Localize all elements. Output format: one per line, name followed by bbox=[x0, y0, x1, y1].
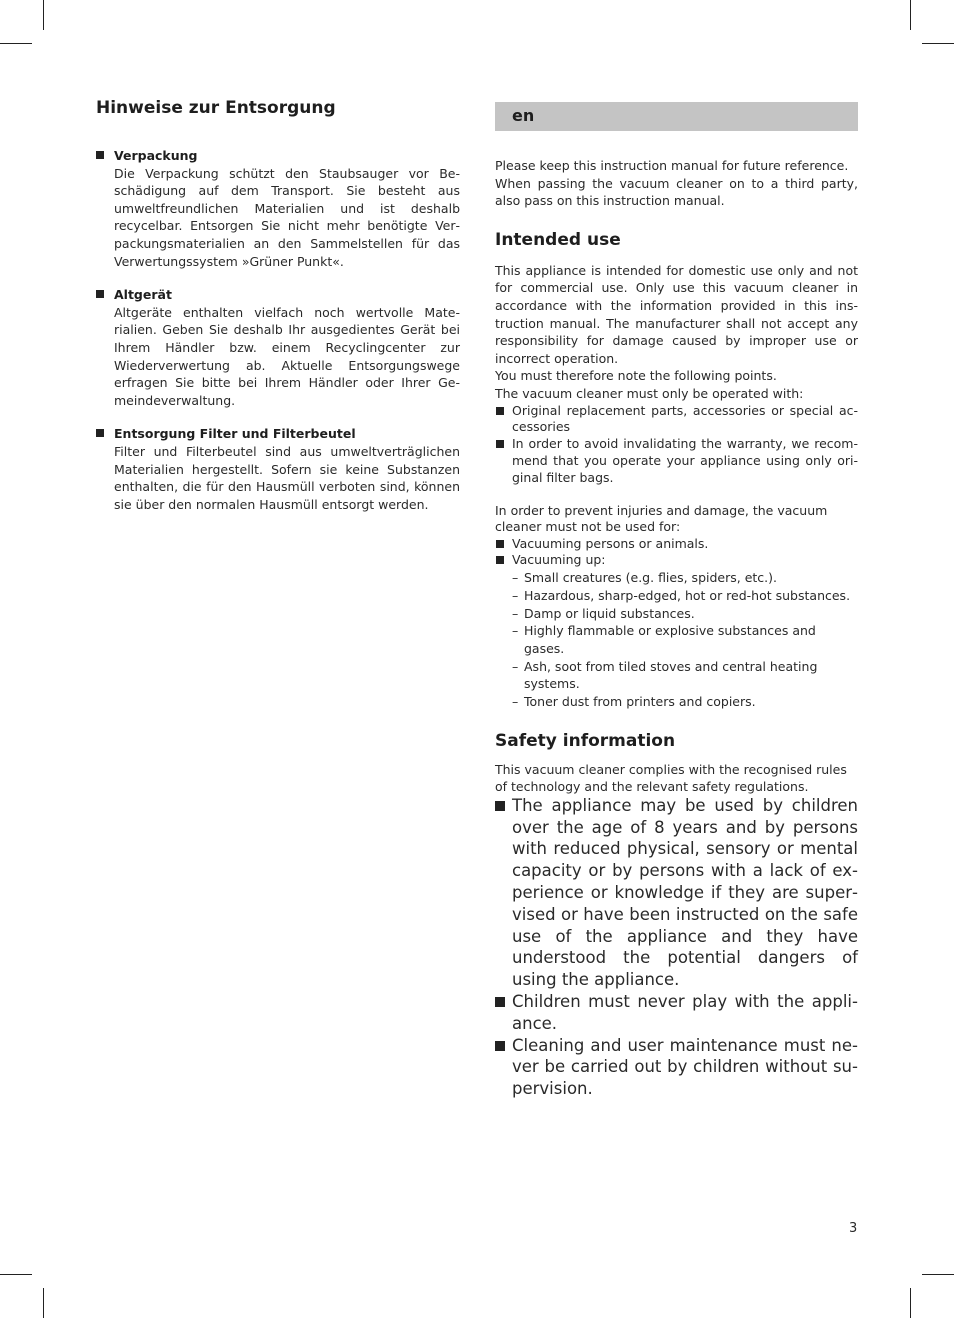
crop-mark bbox=[922, 43, 954, 44]
list-item: Vacuuming persons or animals. bbox=[495, 536, 858, 553]
prevent-paragraph: In order to prevent injuries and damage, the vacuum cleaner must not be used for: bbox=[495, 502, 828, 535]
entry-title: Verpackung bbox=[114, 148, 198, 163]
bullet-square-icon bbox=[495, 1041, 505, 1051]
crop-mark bbox=[0, 1274, 32, 1275]
page-number: 3 bbox=[849, 1221, 858, 1236]
safety-heading: Safety information bbox=[495, 730, 676, 751]
list-item: – Highly flammable or explosive substances and gases. bbox=[512, 623, 816, 656]
disposal-entry-filters bbox=[96, 425, 460, 513]
entry-title: Entsorgung Filter und Filterbeutel bbox=[114, 426, 356, 442]
entry-text: Die Verpackung schützt den Staubsauger vor Beschädigung auf dem Transport. Sie besteht aus umweltfreundlichen Materialien und ist deshalb recycelbar. Entsorgen Sie nicht mehr benötigte Verpackungsmaterialien an den Sammelstellen für das Verwertungssystem »Grüner Punkt«. bbox=[114, 165, 460, 269]
intended-use-note: The vacuum cleaner must only be operated with: bbox=[495, 385, 804, 401]
intro-paragraph: When passing the vacuum cleaner on to a third party, also pass on this instruction manual. bbox=[495, 175, 858, 209]
intended-use-note: You must therefore note the following points. bbox=[495, 368, 777, 384]
list-item: Original replacement parts, accessories or special accessories bbox=[495, 403, 858, 437]
right-column bbox=[495, 98, 858, 1100]
vacuuming-up-list bbox=[495, 569, 858, 711]
bullet-square-icon bbox=[96, 290, 104, 298]
bullet-square-icon bbox=[96, 151, 104, 159]
list-item: Cleaning and user maintenance must never be carried out by children without supervision. bbox=[495, 1035, 858, 1100]
disposal-heading: Hinweise zur Entsorgung bbox=[96, 98, 336, 118]
list-item: In order to avoid invalidating the warranty, we recommend that you operate your appliance using only original filter bags. bbox=[495, 436, 858, 486]
crop-mark bbox=[910, 1288, 911, 1318]
list-item: Children must never play with the appliance. bbox=[495, 991, 858, 1035]
language-bar bbox=[495, 102, 858, 131]
left-column bbox=[96, 98, 460, 513]
language-label: en bbox=[512, 106, 535, 125]
list-item: – Hazardous, sharp-edged, hot or red-hot substances. bbox=[512, 587, 851, 603]
entry-text: Altgeräte enthalten vielfach noch wertvolle Materialien. Geben Sie deshalb Ihr ausgedientes Gerät bei Ihrem Händler bzw. einem Recyclingcenter zur Wiederverwertung ab. Aktuelle Entsorgungswege erfragen Sie bitte bei Ihrem Händler oder Ihrer Gemeindeverwaltung. bbox=[114, 304, 460, 408]
intended-use-heading: Intended use bbox=[495, 229, 621, 250]
crop-mark bbox=[43, 0, 44, 30]
operated-with-list bbox=[495, 403, 858, 487]
intended-use-text: This appliance is intended for domestic use only and not for commercial use. Only use this vacuum cleaner in accordance with the information provided in this instruction manual. The manufacturer shall not accept any responsibility for damage caused by improper use or incorrect operation. bbox=[495, 262, 858, 366]
list-item: – Small creatures (e.g. flies, spiders, etc.). bbox=[512, 570, 777, 586]
list-item: – Ash, soot from tiled stoves and central heating systems. bbox=[512, 658, 818, 692]
crop-mark bbox=[922, 1274, 954, 1275]
bullet-square-icon bbox=[495, 801, 505, 811]
entry-title: Altgerät bbox=[114, 287, 172, 303]
bullet-square-icon bbox=[496, 556, 504, 564]
list-item: – Toner dust from printers and copiers. bbox=[512, 694, 756, 710]
crop-mark bbox=[910, 0, 911, 30]
intro-paragraph: Please keep this instruction manual for future reference. bbox=[495, 158, 849, 173]
bullet-square-icon bbox=[96, 429, 104, 437]
bullet-square-icon bbox=[495, 997, 505, 1007]
list-item: Vacuuming up: bbox=[495, 552, 858, 569]
not-used-for-list bbox=[495, 536, 858, 570]
list-item: The appliance may be used by children over the age of 8 years and by persons with reduced physical, sensory or mental capacity or by persons with a lack of experience or knowledge if they are supervised or have been instructed on the safe use of the appliance and they have understood the potential dangers of using the appliance. bbox=[495, 795, 858, 991]
crop-mark bbox=[0, 43, 32, 44]
bullet-square-icon bbox=[496, 407, 504, 415]
entry-text: Filter und Filterbeutel sind aus umweltverträglichen Materialien hergestellt. Sofern sie keine Substanzen enthalten, die für den Hausmüll verboten sind, können sie über den normalen Hausmüll entsorgt werden. bbox=[114, 443, 460, 512]
list-item: – Damp or liquid substances. bbox=[512, 605, 695, 621]
crop-mark bbox=[43, 1288, 44, 1318]
disposal-entry-packaging bbox=[96, 147, 460, 270]
bullet-square-icon bbox=[496, 540, 504, 548]
safety-text: This vacuum cleaner complies with the recognised rules of technology and the relevant safety regulations. bbox=[495, 761, 847, 794]
bullet-square-icon bbox=[496, 440, 504, 448]
safety-list bbox=[495, 795, 858, 1100]
disposal-entry-old-appliance bbox=[96, 286, 460, 409]
